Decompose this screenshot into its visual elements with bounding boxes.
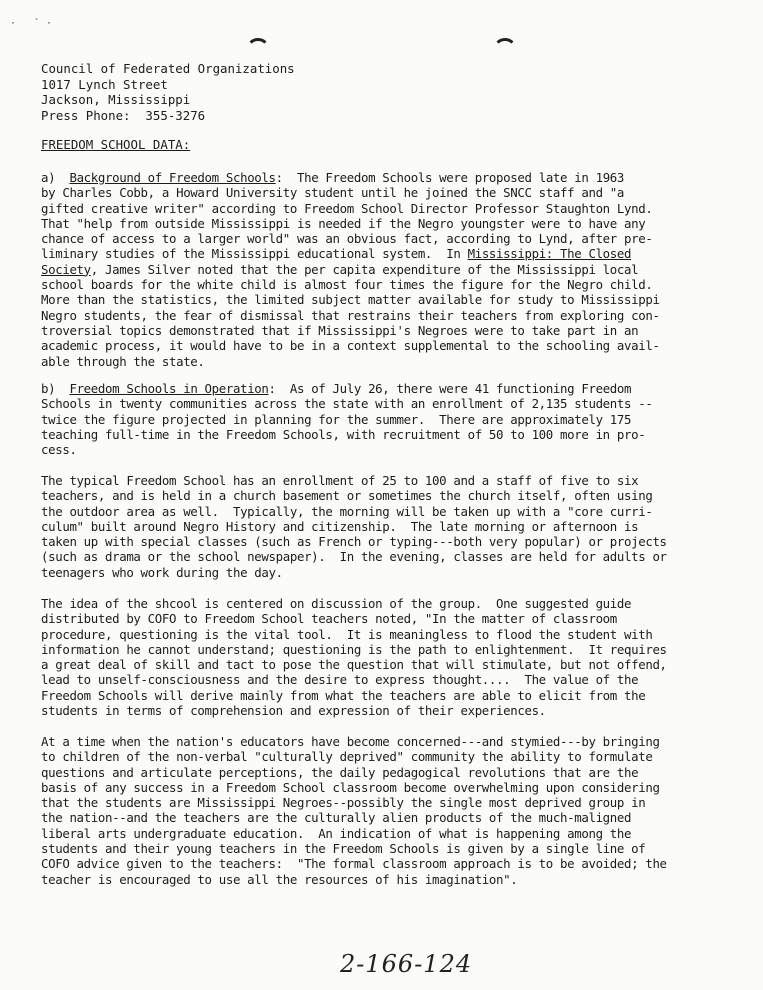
paragraph-line: (such as drama or the school newspaper). In the evening, classes are held for adults or bbox=[41, 549, 667, 565]
paragraph-line: taken up with special classes (such as French or typing---both very popular) or projects bbox=[41, 534, 667, 550]
address-line: Press Phone: 355-3276 bbox=[41, 107, 206, 123]
paragraph-line: Society, James Silver noted that the per capita expenditure of the Mississippi local bbox=[41, 261, 639, 277]
paragraph-line: lead to unself-consciousness and the desire to express thought.... The value of the bbox=[41, 672, 639, 688]
paragraph-line: Schools in twenty communities across the state with an enrollment of 2,135 students -- bbox=[41, 396, 653, 412]
paragraph-line: teachers, and is held in a church basement or sometimes the church itself, often using bbox=[41, 488, 653, 504]
paragraph-discussion bbox=[41, 596, 721, 718]
paragraph-line: That "help from outside Mississippi is needed if the Negro youngster were to have any bbox=[41, 215, 646, 231]
paragraph-line: cess. bbox=[41, 442, 77, 458]
paragraph-line: to children of the non-verbal "culturally deprived" community the ability to formulate bbox=[41, 749, 653, 765]
paragraph-line: troversial topics demonstrated that if Mississippi's Negroes were to take part in an bbox=[41, 322, 639, 338]
paragraph-line: Freedom Schools will derive mainly from what the teachers are able to elicit from the bbox=[41, 687, 646, 703]
paragraph-line: teenagers who work during the day. bbox=[41, 564, 283, 580]
paragraph-typical-school bbox=[41, 473, 721, 580]
paragraph-line: liminary studies of the Mississippi educational system. In Mississippi: The Closed bbox=[41, 246, 632, 262]
paragraph-line: gifted creative writer" according to Freedom School Director Professor Staughton Lynd. bbox=[41, 200, 653, 216]
paragraph-line: basis of any success in a Freedom School classroom become overwhelming upon considering bbox=[41, 779, 660, 795]
section-heading: FREEDOM SCHOOL DATA: bbox=[41, 137, 191, 152]
paragraph-line: Negro students, the fear of dismissal that restrains their teachers from exploring con- bbox=[41, 307, 660, 323]
paragraph-line: a) Background of Freedom Schools: The Freedom Schools were proposed late in 1963 bbox=[41, 170, 625, 185]
paragraph-line: academic process, it would have to be in a context supplemental to the schooling avail- bbox=[41, 338, 660, 354]
paragraph-line: More than the statistics, the limited subject matter available for study to Mississippi bbox=[41, 292, 660, 308]
paragraph-line: that the students are Mississippi Negroes--possibly the single most deprived group in bbox=[41, 795, 646, 811]
punch-mark-left bbox=[246, 38, 270, 62]
address-line: Council of Federated Organizations bbox=[41, 61, 295, 76]
paragraph-line: able through the state. bbox=[41, 353, 205, 369]
paragraph-line: a great deal of skill and tact to pose the question that will stimulate, but not offend, bbox=[41, 657, 667, 673]
paragraph-educators bbox=[41, 734, 721, 887]
paragraph-line: students and their young teachers in the Freedom Schools is given by a single line of bbox=[41, 841, 646, 857]
letterhead-address bbox=[41, 61, 295, 123]
paragraph-background bbox=[41, 170, 721, 369]
paragraph-line: culum" built around Negro History and citizenship. The late morning or afternoon is bbox=[41, 518, 639, 534]
scan-specks: · `· bbox=[10, 18, 59, 29]
paragraph-line: questions and articulate perceptions, the daily pedagogical revolutions that are the bbox=[41, 764, 639, 780]
paragraph-line: the outdoor area as well. Typically, the morning will be taken up with a "core curri- bbox=[41, 503, 653, 519]
paragraph-line: At a time when the nation's educators have become concerned---and stymied---by bringing bbox=[41, 734, 660, 749]
paragraph-line: distributed by COFO to Freedom School teachers noted, "In the matter of classroom bbox=[41, 611, 617, 627]
paragraph-line: twice the figure projected in planning for the summer. There are approximately 175 bbox=[41, 411, 632, 427]
punch-mark-right bbox=[493, 38, 517, 62]
paragraph-line: the nation--and the teachers are the culturally alien products of the much-maligned bbox=[41, 810, 632, 826]
address-line: Jackson, Mississippi bbox=[41, 92, 191, 107]
paragraph-line: procedure, questioning is the vital tool. It is meaningless to flood the student with bbox=[41, 626, 653, 642]
paragraph-line: teaching full-time in the Freedom Schools, with recruitment of 50 to 100 more in pro- bbox=[41, 426, 646, 442]
paragraph-line: b) Freedom Schools in Operation: As of July 26, there were 41 functioning Freedom bbox=[41, 381, 632, 396]
paragraph-line: students in terms of comprehension and expression of their experiences. bbox=[41, 703, 546, 719]
paragraph-line: by Charles Cobb, a Howard University student until he joined the SNCC staff and "a bbox=[41, 185, 625, 201]
paragraph-line: school boards for the white child is almost four times the figure for the Negro child. bbox=[41, 277, 653, 293]
paragraph-line: The typical Freedom School has an enrollment of 25 to 100 and a staff of five to six bbox=[41, 473, 639, 488]
address-line: 1017 Lynch Street bbox=[41, 76, 168, 92]
paragraph-line: information he cannot understand; questioning is the path to enlightenment. It requires bbox=[41, 641, 667, 657]
paragraph-line: The idea of the shcool is centered on discussion of the group. One suggested guide bbox=[41, 596, 632, 611]
paragraph-line: chance of access to a larger world" was an obvious fact, according to Lynd, after pre- bbox=[41, 231, 653, 247]
paragraph-line: COFO advice given to the teachers: "The formal classroom approach is to be avoided; the bbox=[41, 856, 667, 872]
handwritten-file-number: 2-166-124 bbox=[340, 950, 473, 978]
paragraph-line: teacher is encouraged to use all the resources of his imagination". bbox=[41, 871, 518, 887]
paragraph-line: liberal arts undergraduate education. An indication of what is happening among the bbox=[41, 825, 632, 841]
paragraph-operation bbox=[41, 381, 721, 457]
